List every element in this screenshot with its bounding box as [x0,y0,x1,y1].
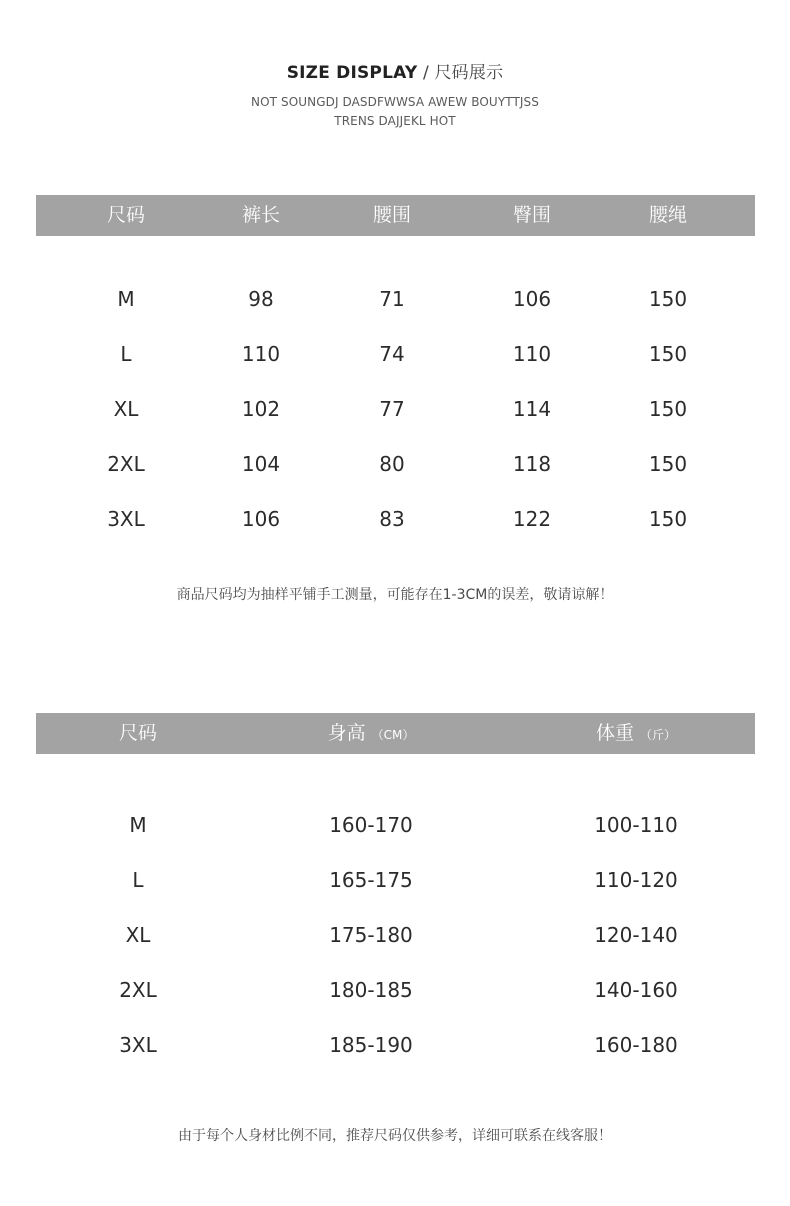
cell-waist: 80 [379,452,405,476]
title-en: SIZE DISPLAY [286,63,418,83]
table-row [36,394,755,424]
cell-weight: 110-120 [594,868,678,892]
fit-table-header [36,713,755,754]
cell-height: 175-180 [329,923,413,947]
cell-weight: 140-160 [594,978,678,1002]
cell-weight: 160-180 [594,1033,678,1057]
size-table-col-length: 裤长 [241,204,280,226]
cell-size: XL [113,397,139,421]
cell-size: L [132,868,144,892]
title-cn: 尺码展示 [434,63,504,83]
table-row [36,284,755,314]
cell-hip: 110 [512,342,552,366]
table-row [36,975,755,1005]
cell-drawstring: 150 [648,397,688,421]
cell-height: 180-185 [329,978,413,1002]
size-table-col-size: 尺码 [106,204,145,226]
fit-table-col-size [88,713,188,754]
cell-drawstring: 150 [648,287,688,311]
cell-size: 2XL [119,978,157,1002]
cell-length: 110 [241,342,281,366]
size-table-note: 商品尺码均为抽样平铺手工测量，可能存在1-3CM的误差，敬请谅解！ [176,587,614,603]
table-row [36,810,755,840]
cell-size: 3XL [107,507,145,531]
cell-waist: 74 [379,342,405,366]
table-row [36,865,755,895]
table-row [36,504,755,534]
cell-length: 98 [248,287,274,311]
cell-height: 160-170 [329,813,413,837]
fit-table-col-weight [566,713,706,754]
fit-col-weight-label: 体重 [595,722,634,744]
size-table-col-waist: 腰围 [372,204,411,226]
cell-size: M [129,813,147,837]
cell-hip: 106 [512,287,552,311]
table-row [36,339,755,369]
cell-hip: 118 [512,452,552,476]
cell-length: 104 [241,452,281,476]
size-table-header [36,195,755,236]
cell-height: 165-175 [329,868,413,892]
fit-table-note: 由于每个人身材比例不同，推荐尺码仅供参考，详细可联系在线客服！ [178,1128,612,1144]
subtitle-line-1: NOT SOUNGDJ DASDFWWSA AWEW BOUYTTJSS [251,95,539,109]
size-table-col-hip: 臀围 [512,204,551,226]
cell-size: XL [125,923,151,947]
fit-table-col-height [301,713,441,754]
title-separator: / [417,63,435,83]
cell-size: 2XL [107,452,145,476]
fit-col-size-label: 尺码 [118,722,157,744]
cell-drawstring: 150 [648,342,688,366]
fit-col-height-unit: （CM） [371,728,415,742]
cell-waist: 77 [379,397,405,421]
cell-length: 106 [241,507,281,531]
subtitle-line-2: TRENS DAJJEKL HOT [334,114,456,128]
fit-col-weight-unit: （斤） [640,728,677,742]
cell-weight: 120-140 [594,923,678,947]
cell-length: 102 [241,397,281,421]
cell-drawstring: 150 [648,507,688,531]
table-row [36,449,755,479]
table-row [36,920,755,950]
cell-hip: 122 [512,507,552,531]
fit-col-height-label: 身高 [327,722,366,744]
cell-size: M [117,287,135,311]
cell-drawstring: 150 [648,452,688,476]
page-title [0,58,790,83]
size-table-col-drawstring: 腰绳 [648,204,687,226]
cell-hip: 114 [512,397,552,421]
cell-waist: 83 [379,507,405,531]
cell-size: L [120,342,132,366]
cell-size: 3XL [119,1033,157,1057]
cell-height: 185-190 [329,1033,413,1057]
cell-weight: 100-110 [594,813,678,837]
table-row [36,1030,755,1060]
cell-waist: 71 [379,287,405,311]
